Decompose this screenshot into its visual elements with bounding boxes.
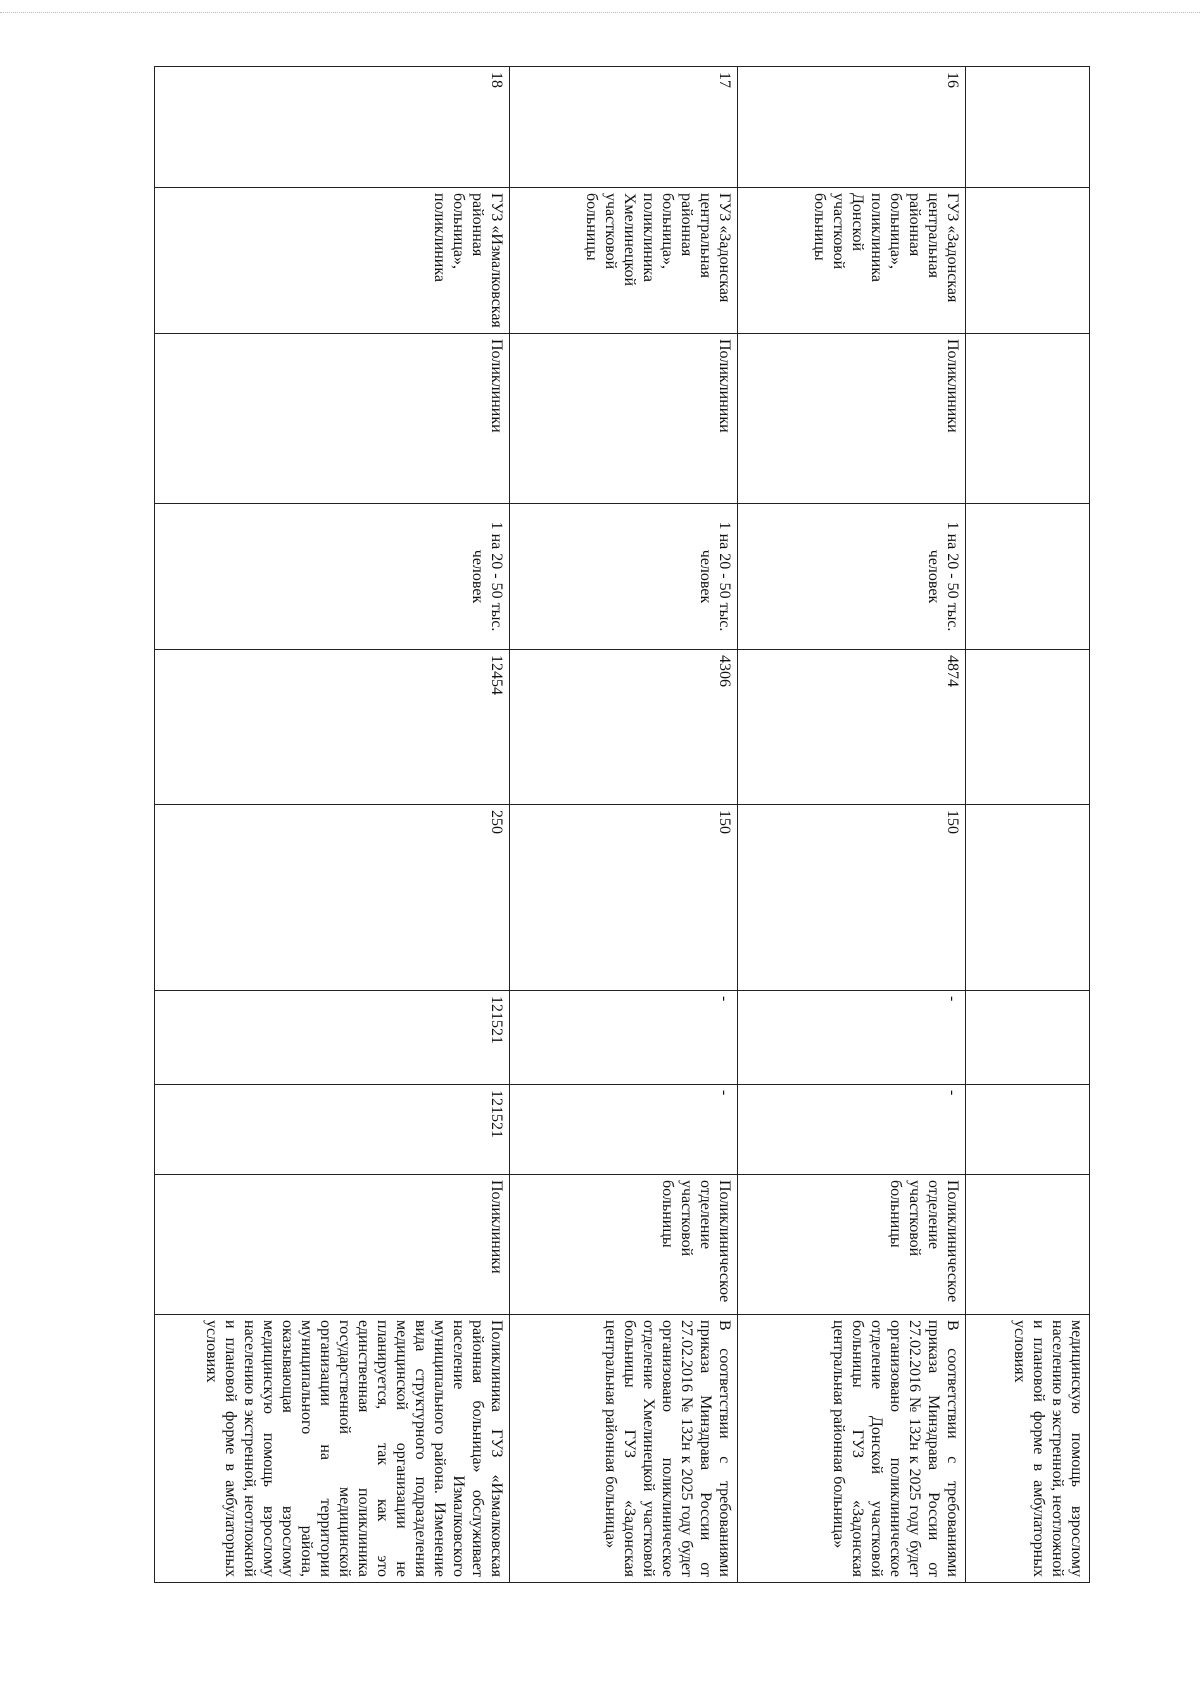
cell-comment: В соответствии с требованиями приказа Минздрава России от 27.02.2016 № 132н к 2025 году будет организовано поликлиническое отделение Донской участковой больницы ГУЗ «Задонская центральная районная больница» <box>738 1315 966 1583</box>
cell-new-type: Поликлиники <box>155 1175 510 1315</box>
cell-norm: 1 на 20 - 50 тыс. человек <box>510 504 738 650</box>
cell-code2: 121521 <box>155 1085 510 1175</box>
cell-code2: - <box>510 1085 738 1175</box>
cell-institution: ГУЗ «Задонская центральная районная больница», поликлиника Хмелинецкой участковой больницы <box>510 188 738 334</box>
table-row <box>738 67 966 1583</box>
cell-capacity: 250 <box>155 805 510 991</box>
table-row <box>966 67 1090 1583</box>
cell-capacity: 150 <box>738 805 966 991</box>
cell-population: 12454 <box>155 650 510 805</box>
table-row <box>155 67 510 1583</box>
cell-population: 4306 <box>510 650 738 805</box>
cell-code2 <box>966 1085 1090 1175</box>
cell-type: Поликлиники <box>155 334 510 504</box>
cell-num: 18 <box>155 67 510 188</box>
cell-norm: 1 на 20 - 50 тыс. человек <box>155 504 510 650</box>
cell-comment: В соответствии с требованиями приказа Минздрава России от 27.02.2016 № 132н к 2025 году будет организовано поликлиническое отделение Хмелинецкой участковой больницы ГУЗ «Задонская центральная районная больница» <box>510 1315 738 1583</box>
cell-new-type: Поликлиническое отделение участковой больницы <box>510 1175 738 1315</box>
scan-top-border <box>0 12 1200 13</box>
cell-norm: 1 на 20 - 50 тыс. человек <box>738 504 966 650</box>
cell-num <box>966 67 1090 188</box>
table-row <box>510 67 738 1583</box>
cell-type: Поликлиники <box>738 334 966 504</box>
cell-num: 17 <box>510 67 738 188</box>
cell-code2: - <box>738 1085 966 1175</box>
cell-type: Поликлиники <box>510 334 738 504</box>
cell-comment: Поликлиника ГУЗ «Измалковская районная больница» обслуживает население Измалковского муниципального района. Изменение вида структурного подразделения медицинской организации не планируется, так как это единственная поликлиника государственной медицинской организации на территории муниципального района, оказывающая взрослому медицинскую помощь взрослому населению в экстренной, неотложной и плановой форме в амбулаторных условиях <box>155 1315 510 1583</box>
rotated-page <box>155 66 1090 1582</box>
cell-code1: 121521 <box>155 991 510 1085</box>
cell-new-type: Поликлиническое отделение участковой больницы <box>738 1175 966 1315</box>
cell-institution: ГУЗ «Измалковская районная больница», поликлиника <box>155 188 510 334</box>
hospital-table <box>154 66 1090 1583</box>
cell-population: 4874 <box>738 650 966 805</box>
cell-population <box>966 650 1090 805</box>
cell-code1: - <box>738 991 966 1085</box>
cell-code1: - <box>510 991 738 1085</box>
cell-comment: медицинскую помощь взрослому населению в экстренной, неотложной и плановой форме в амбулаторных условиях <box>966 1315 1090 1583</box>
cell-institution: ГУЗ «Задонская центральная районная больница», поликлиника Донской участковой больницы <box>738 188 966 334</box>
cell-norm <box>966 504 1090 650</box>
cell-new-type <box>966 1175 1090 1315</box>
cell-type <box>966 334 1090 504</box>
cell-num: 16 <box>738 67 966 188</box>
cell-code1 <box>966 991 1090 1085</box>
cell-capacity <box>966 805 1090 991</box>
cell-institution <box>966 188 1090 334</box>
cell-capacity: 150 <box>510 805 738 991</box>
